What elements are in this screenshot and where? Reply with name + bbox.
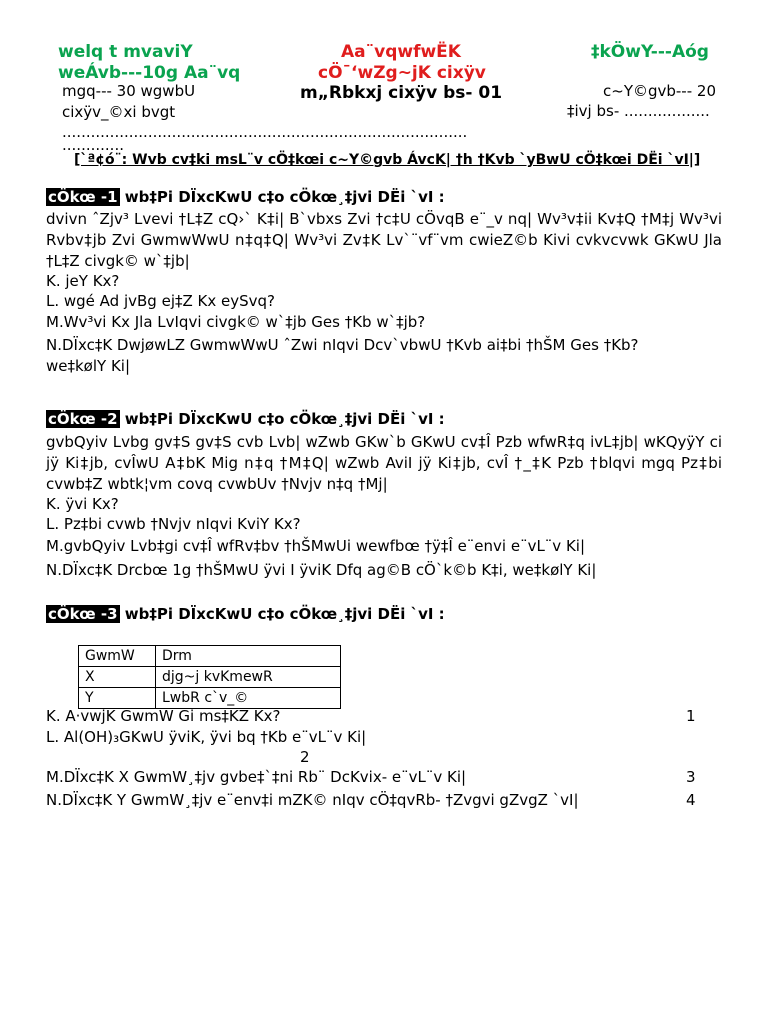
table-cell: X — [79, 667, 156, 688]
question-2-k: K. ÿvi Kx? — [46, 495, 119, 513]
exam-type: cÖ¯‘wZg~jK cixÿv — [318, 63, 486, 83]
question-3-n: N.DÏxc‡K Y GwmW¸‡jv e¨env‡i mZK© nIqv cÖ‡qvRb- †Zvgvi gZvgZ `vI| — [46, 791, 579, 809]
question-2-stem: gvbQyiv Lvbg gv‡S gv‡S cvb Lvb| wZwb GKw`b GKwU cv‡Î Pzb wfwR‡q ivL‡jb| wKQyÿY ci jÿ Ki‡jb, cvÎwU A‡bK Mig n‡q †M‡Q| wZwb AviI jÿ Ki‡jb, cvÎ †_‡K Pzb †blqvi mgq Pz‡bi cvwb‡Z wbtk¦vm covq cvwbUv †Nvjv n‡q †Mj| — [46, 433, 722, 493]
table-header-cell: Drm — [156, 646, 341, 667]
question-1-stem: dvivn ˆZjv³ Lvevi †L‡Z cQ›` K‡i| B`vbxs Zvi †c‡U cÖvqB e¨_v nq| Wv³v‡ii Kv‡Q †M‡j Wv³vi Rvbv‡jb Zvi GwmwWwU n‡q‡Q| Wv³vi Zv‡K Lv`¨vf¨vm cwieZ©b Kivi cvkvcvwk GKwU Jla †L‡Z civgk© w`‡jb| — [46, 210, 722, 270]
class-label: ‡kÖwY---Aóg — [591, 42, 709, 62]
question-1-title — [46, 188, 445, 206]
roll-field: ‡ivj bs- .................. — [567, 102, 710, 120]
question-1-n: N.DÏxc‡K DwjøwLZ GwmwWwU ˆZwi nIqvi Dcv`vbwU †Kvb ai‡bi †hŠM Ges †Kb? — [46, 336, 639, 354]
question-2-title — [46, 410, 445, 428]
question-1-n-cont: we‡kølY Ki| — [46, 357, 131, 375]
instruction: [`ª¢ó¨: Wvb cv‡ki msL¨v cÖ‡kœi c~Y©gvb ÁvcK| †h †Kvb `yBwU cÖ‡kœi DËi `vI|] — [74, 152, 701, 168]
question-3-l: L. Al(OH)₃GKwU ÿviK, ÿvi bq †Kb e¨vL¨v Ki| — [46, 728, 367, 746]
question-3-heading: wb‡Pi DÏxcKwU c‡o cÖkœ¸‡jvi DËi `vI : — [119, 605, 445, 623]
question-1-l: L. wgé Ad jvBg ej‡Z Kx eySvq? — [46, 292, 275, 310]
question-2-l: L. Pz‡bi cvwb †Nvjv nIqvi KviY Kx? — [46, 515, 301, 533]
marks-label: c~Y©gvb--- 20 — [603, 82, 716, 100]
question-1-heading: wb‡Pi DÏxcKwU c‡o cÖkœ¸‡jvi DËi `vI : — [119, 188, 445, 206]
question-2-n: N.DÏxc‡K Drcbœ 1g †hŠMwU ÿvi I ÿviK Dfq ag©B cÖ`k©b K‡i, we‡kølY Ki| — [46, 561, 597, 579]
school-name: welq t mvaviY — [58, 42, 193, 62]
examinee-name-field-cont: ............. — [62, 136, 124, 154]
question-2-m: M.gvbQyiv Lvb‡gi cv‡Î wfRv‡bv †hŠMwUi wewfbœ †ÿ‡Î e¨envi e¨vL¨v Ki| — [46, 537, 586, 555]
table-cell: Y — [79, 688, 156, 709]
question-3-m-mark: 3 — [686, 768, 696, 786]
question-2-tag: cÖkœ -2 — [48, 410, 118, 428]
table-row — [79, 667, 341, 688]
question-3-title — [46, 605, 445, 623]
exam-number: m„Rbkxj cixÿv bs- 01 — [300, 83, 503, 103]
question-3-m: M.DÏxc‡K X GwmW¸‡jv gvbe‡`‡ni Rb¨ DcKvix- e¨vL¨v Ki| — [46, 768, 467, 786]
table-cell: djg~j kvKmewR — [156, 667, 341, 688]
question-3-k: K. A·vwjK GwmW Gi ms‡KZ Kx? — [46, 707, 281, 725]
question-1-tag: cÖkœ -1 — [48, 188, 118, 206]
table-header-cell: GwmW — [79, 646, 156, 667]
table-header-row — [79, 646, 341, 667]
subject-chapter: weÁvb---10g Aa¨vq — [58, 63, 241, 83]
question-2-heading: wb‡Pi DÏxcKwU c‡o cÖkœ¸‡jvi DËi `vI : — [119, 410, 445, 428]
question-3-n-mark: 4 — [686, 791, 696, 809]
table-cell: LwbR c`v_© — [156, 688, 341, 709]
question-1-k: K. jeY Kx? — [46, 272, 120, 290]
question-3-tag: cÖkœ -3 — [48, 605, 118, 623]
question-1-m: M.Wv³vi Kx Jla LvIqvi civgk© w`‡jb Ges †Kb w`‡jb? — [46, 313, 426, 331]
acid-source-table — [78, 645, 341, 709]
table-row — [79, 688, 341, 709]
examinee-name-field: cixÿv_©xi bvgt ..................................................................................... — [62, 103, 468, 141]
time-label: mgq--- 30 wgwbU — [62, 82, 196, 100]
question-3-k-mark: 1 — [686, 707, 696, 725]
chapter-title: Aa¨vqwfwËK — [341, 42, 461, 62]
question-3-l-mark: 2 — [300, 748, 310, 766]
